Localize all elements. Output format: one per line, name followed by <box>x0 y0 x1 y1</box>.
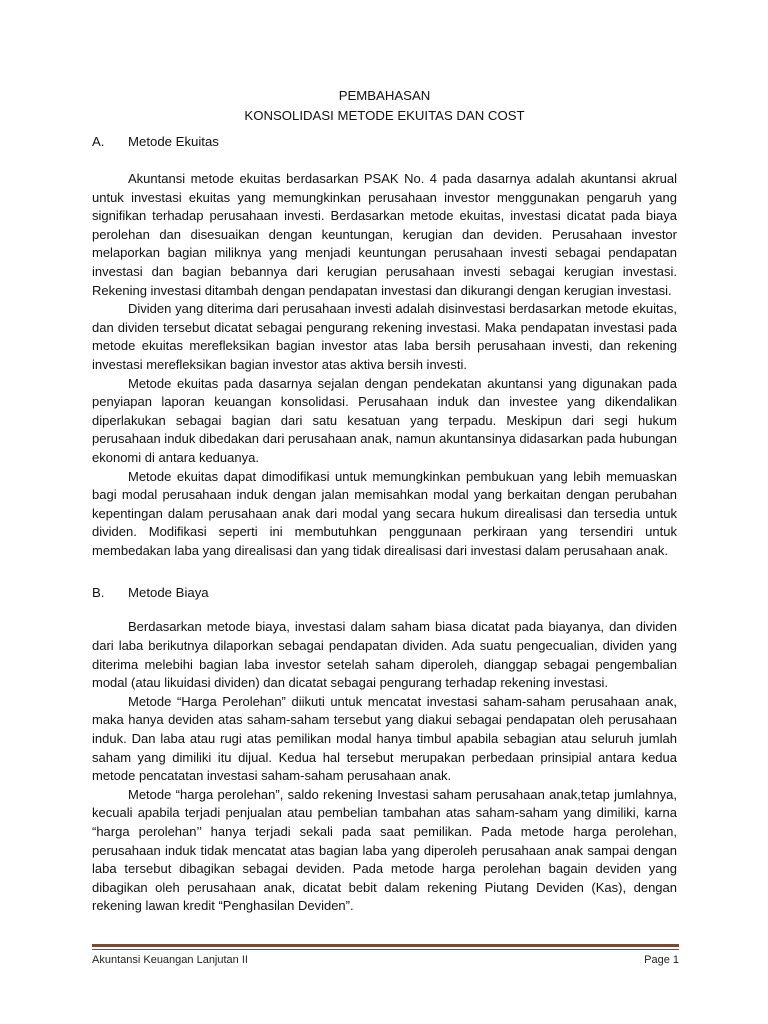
section-b-title: Metode Biaya <box>128 585 209 601</box>
footer-document-name: Akuntansi Keuangan Lanjutan II <box>92 954 248 966</box>
section-a-paragraph-3: Metode ekuitas pada dasarnya sejalan dengan pendekatan akuntansi yang digunakan pada penyiapan laporan keuangan konsolidasi. Perusahaan induk dan investee yang dikendalikan diperlakukan sebagai bagian dari satu kesatuan yang terpadu. Meskipun dari segi hukum perusahaan induk dibedakan dari perusahaan anak, namun akuntansinya didasarkan pada hubungan ekonomi di antara keduanya. <box>92 375 677 465</box>
section-b-paragraph-3: Metode “harga perolehan”, saldo rekening Investasi saham perusahaan anak,tetap jumlahnya, kecuali apabila terjadi penjualan atau pembelian tambahan atas saham-saham yang dimiliki, karna “harga perolehan’’ hanya terjadi sekali pada saat pemilikan. Pada metode harga perolehan, perusahaan induk tidak mencatat atas bagian laba yang diperoleh perusahaan anak sampai dengan laba tersebut dibagikan sebagai deviden. Pada metode harga perolehan bagain deviden yang dibagikan oleh perusahaan anak, dicatat bebit dalam rekening Piutang Deviden (Kas), dengan rekening lawan kredit “Penghasilan Deviden”. <box>92 786 677 914</box>
section-a-number: A. <box>92 134 105 149</box>
section-b-number: B. <box>92 585 105 601</box>
footer-divider-thin <box>92 949 679 950</box>
section-b-paragraph-2: Metode “Harga Perolehan” diikuti untuk mencatat investasi saham-saham perusahaan anak, maka hanya deviden atas saham-saham tersebut yang diakui sebagai pendapatan oleh perusahaan induk. Dan laba atau rugi atas pemilikan modal hanya timbul apabila sebagian atau seluruh jumlah saham yang dimiliki itu dijual. Kedua hal tersebut merupakan perbedaan prinsipial antara kedua metode pencatatan investasi saham-saham perusahaan anak. <box>92 693 677 784</box>
page-content <box>92 86 677 916</box>
page-footer <box>92 953 679 967</box>
section-b-paragraph-1: Berdasarkan metode biaya, investasi dalam saham biasa dicatat pada biayanya, dan dividen dari laba berikutnya dilaporkan sebagai pendapatan dividen. Ada suatu pengecualian, dividen yang diterima melebihi bagian laba investor setelah saham diperoleh, dianggap sebagai pengembalian modal (atau likuidasi dividen) dan dicatat sebagai pengurang terhadap rekening investasi. <box>92 619 677 691</box>
footer-divider-thick <box>92 944 679 947</box>
section-a-title: Metode Ekuitas <box>128 134 219 149</box>
section-a-paragraph-4: Metode ekuitas dapat dimodifikasi untuk memungkinkan pembukuan yang lebih memuaskan bagi modal perusahaan induk dengan jalan memisahkan modal yang berkaitan dengan perubahan kepentingan dalam perusahaan anak dari modal yang secara hukum direalisasi dan tersedia untuk dividen. Modifikasi seperti ini membutuhkan penggunaan perkiraan yang tersendiri untuk membedakan laba yang direalisasi dan yang tidak direalisasi dari investasi dalam perusahaan anak. <box>92 468 677 558</box>
section-b-heading <box>92 584 677 602</box>
section-b-body <box>92 618 677 916</box>
section-a-paragraph-1: Akuntansi metode ekuitas berdasarkan PSAK No. 4 pada dasarnya adalah akuntansi akrual untuk investasi ekuitas yang memungkinkan perusahaan investor menggunakan pengaruh yang signifikan terhadap perusahaan investi. Berdasarkan metode ekuitas, investasi dicatat pada biaya perolehan dan disesuaikan dengan keuntungan, kerugian dan deviden. Perusahaan investor melaporkan bagian miliknya yang menjadi keuntungan perusahaan investi sebagai pendapatan investasi dan bagian bebannya dari kerugian perusahaan investi sebagai kerugian investasi. Rekening investasi ditambah dengan pendapatan investasi dan dikurangi dengan kerugian investasi. <box>92 171 677 298</box>
document-title-line-1: PEMBAHASAN <box>338 88 431 103</box>
document-title-line-2: KONSOLIDASI METODE EKUITAS DAN COST <box>244 108 525 123</box>
section-a-body <box>92 170 677 560</box>
footer-page-number: Page 1 <box>644 954 679 966</box>
section-a-paragraph-2: Dividen yang diterima dari perusahaan investi adalah disinvestasi berdasarkan metode ekuitas, dan dividen tersebut dicatat sebagai pengurang rekening investasi. Maka pendapatan investasi pada metode ekuitas merefleksikan bagian investor atas laba bersih perusahaan investi, dan rekening investasi merefleksikan bagian investor atas aktiva bersih investi. <box>92 301 677 372</box>
section-a-heading <box>92 133 677 151</box>
